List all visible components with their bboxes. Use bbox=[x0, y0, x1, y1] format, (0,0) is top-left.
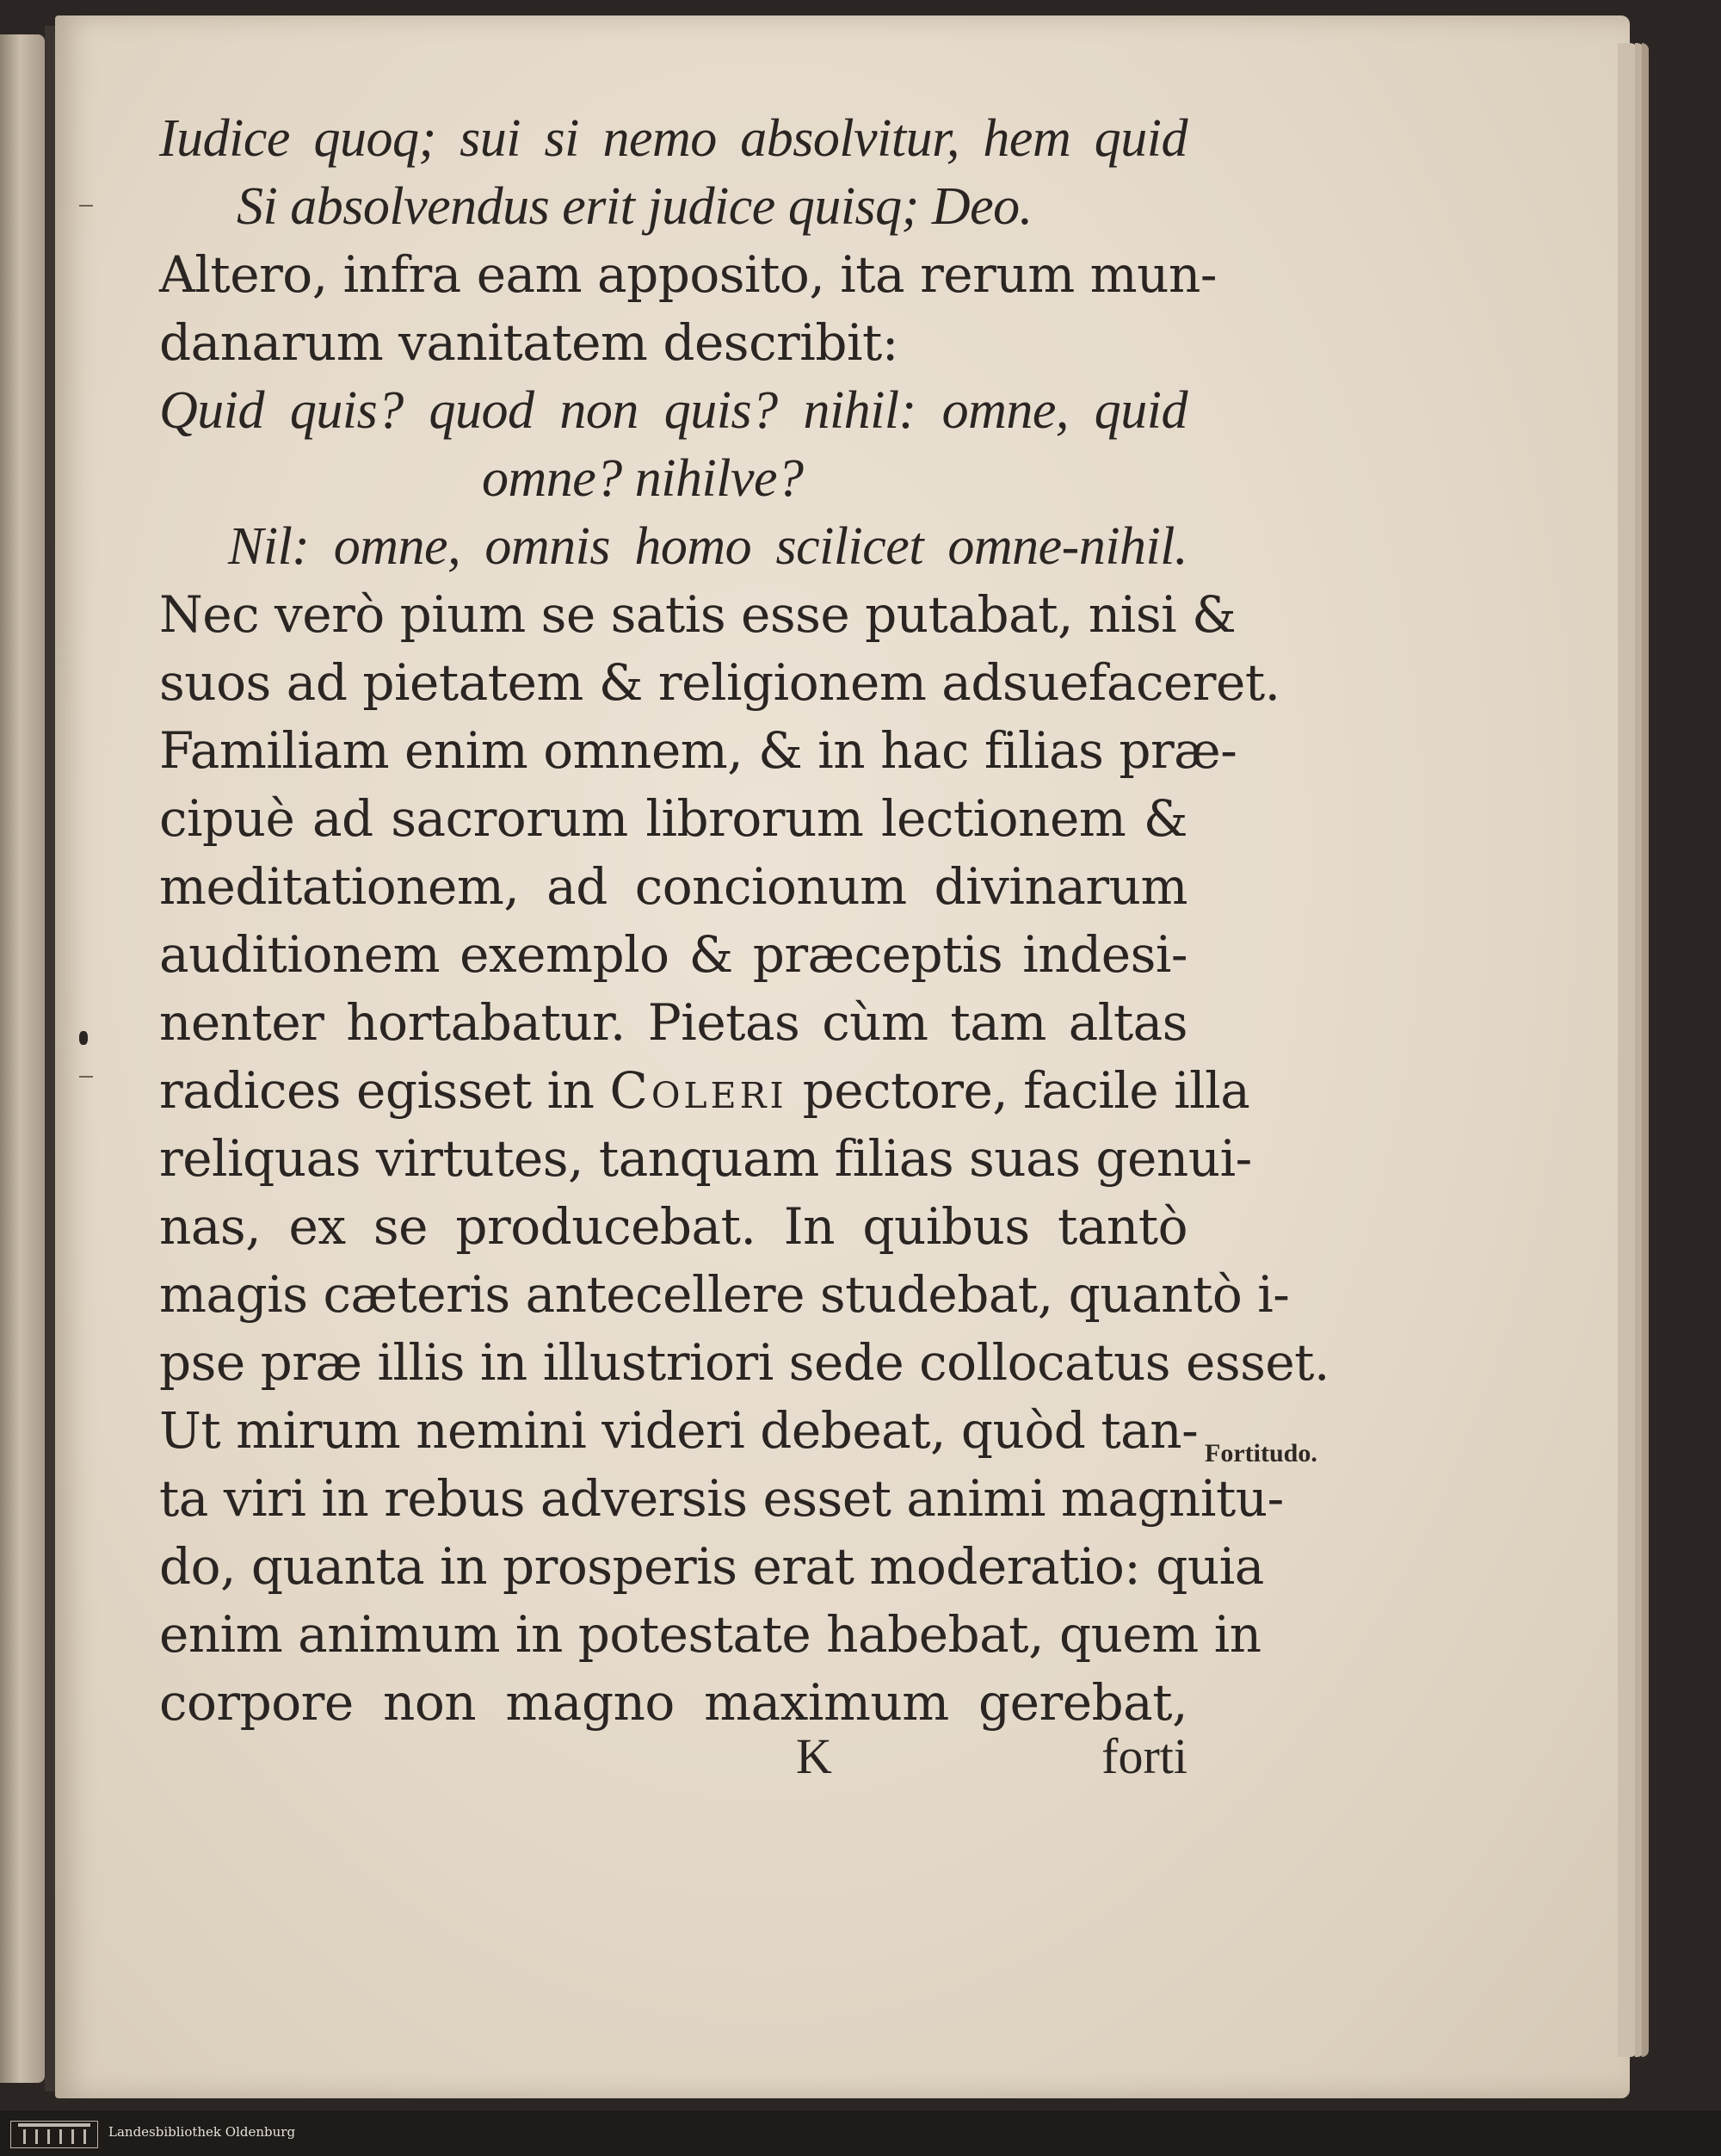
left-page-edge bbox=[0, 34, 45, 2083]
text-line: danarum vanitatem describit: bbox=[159, 313, 898, 372]
text-line: pse præ illis in illustriori sede collocatus esset. bbox=[159, 1333, 1329, 1392]
text-line: Quid quis? quod non quis? nihil: omne, quid bbox=[159, 381, 1187, 440]
text-line: Familiam enim omnem, & in hac filias præ- bbox=[159, 721, 1237, 780]
library-building-icon bbox=[10, 2121, 98, 2148]
library-name: Landesbibliothek Oldenburg bbox=[108, 2124, 296, 2140]
text-line: Iudice quoq; sui si nemo absolvitur, hem quid bbox=[159, 109, 1187, 168]
text-line: Si absolvendus erit judice quisq; Deo. bbox=[237, 177, 1033, 236]
text-fragment: pectore, facile illa bbox=[786, 1061, 1250, 1120]
text-line: auditionem exemplo & præceptis indesi- bbox=[159, 925, 1187, 984]
margin-mark bbox=[79, 1076, 93, 1078]
text-line: Altero, infra eam apposito, ita rerum mun- bbox=[159, 245, 1217, 304]
text-line: nenter hortabatur. Pietas cùm tam altas bbox=[159, 993, 1187, 1052]
page-edge-layer bbox=[1642, 43, 1649, 2057]
text-line: reliquas virtutes, tanquam filias suas genui- bbox=[159, 1129, 1252, 1188]
text-line: Ut mirum nemini videri debeat, quòd tan- bbox=[159, 1401, 1199, 1460]
ink-blot bbox=[79, 1031, 88, 1045]
text-line: Nil: omne, omnis homo scilicet omne-nihil. bbox=[228, 517, 1187, 576]
text-line: Nec verò pium se satis esse putabat, nisi & bbox=[159, 585, 1237, 644]
text-line: magis cæteris antecellere studebat, quantò i- bbox=[159, 1265, 1290, 1324]
name-coleri: Coleri bbox=[609, 1061, 787, 1120]
text-line: nas, ex se producebat. In quibus tantò bbox=[159, 1197, 1187, 1256]
text-line: enim animum in potestate habebat, quem in bbox=[159, 1605, 1261, 1664]
text-line: omne? nihilve? bbox=[482, 449, 804, 508]
text-line: ta viri in rebus adversis esset animi magnitu- bbox=[159, 1469, 1284, 1528]
catch-line bbox=[159, 1727, 1187, 1795]
text-line: cipuè ad sacrorum librorum lectionem & bbox=[159, 789, 1187, 848]
text-line: corpore non magno maximum gerebat, bbox=[159, 1673, 1187, 1732]
text-fragment: radices egisset in bbox=[159, 1061, 610, 1120]
catchword: forti bbox=[1101, 1728, 1187, 1784]
text-line: suos ad pietatem & religionem adsuefaceret. bbox=[159, 653, 1280, 712]
text-line: meditationem, ad concionum divinarum bbox=[159, 857, 1187, 916]
text-line bbox=[159, 1057, 1250, 1125]
signature-mark: K bbox=[796, 1728, 832, 1784]
marginal-note: Fortitudo. bbox=[1205, 1439, 1317, 1467]
footer-bar bbox=[0, 2110, 1721, 2156]
margin-mark bbox=[79, 205, 93, 207]
text-line: do, quanta in prosperis erat moderatio: quia bbox=[159, 1537, 1264, 1596]
